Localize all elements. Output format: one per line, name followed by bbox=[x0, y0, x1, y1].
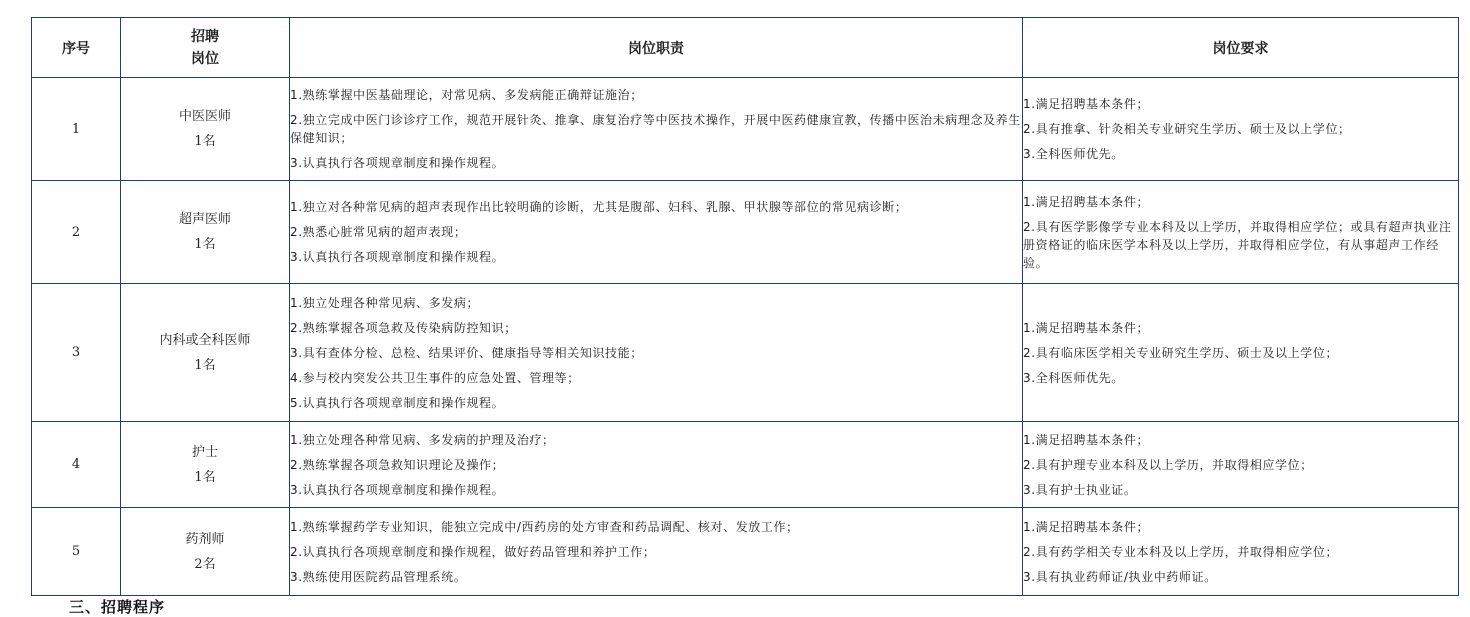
duties-cell bbox=[290, 508, 1023, 596]
duty-item: 2.熟练掌握各项急救知识理论及操作； bbox=[290, 457, 505, 472]
requirements-cell bbox=[1023, 508, 1459, 596]
table-header-row bbox=[32, 18, 1459, 78]
duties-cell bbox=[290, 78, 1023, 181]
post-name: 中医医师 bbox=[178, 109, 231, 124]
requirement-item: 1.满足招聘基本条件； bbox=[1023, 97, 1150, 111]
duty-item: 2.认真执行各项规章制度和操作规程，做好药品管理和养护工作； bbox=[290, 544, 656, 559]
table-row bbox=[32, 181, 1459, 284]
row-number: 2 bbox=[32, 181, 121, 284]
duties-cell bbox=[290, 181, 1023, 284]
requirement-item: 3.具有执业药师证/执业中药师证。 bbox=[1023, 569, 1217, 584]
row-number: 3 bbox=[32, 284, 121, 422]
requirement-item: 3.全科医师优先。 bbox=[1023, 370, 1124, 385]
requirement-item: 2.具有护理专业本科及以上学历，并取得相应学位； bbox=[1023, 457, 1313, 472]
post-count: 1名 bbox=[194, 357, 216, 373]
requirement-item: 1.满足招聘基本条件； bbox=[1023, 194, 1150, 209]
requirement-item: 2.具有推拿、针灸相关专业研究生学历、硕士及以上学位； bbox=[1023, 122, 1351, 136]
requirement-item: 2.具有医学影像学专业本科及以上学历，并取得相应学位；或具有超声执业注册资格证的临床医学本科及以上学历，并取得相应学位，有从事超声工作经验。 bbox=[1023, 219, 1452, 270]
header-post-line2: 岗位 bbox=[191, 50, 219, 67]
duty-item: 2.熟练掌握各项急救及传染病防控知识； bbox=[290, 320, 517, 335]
duty-item: 3.认真执行各项规章制度和操作规程。 bbox=[290, 156, 505, 170]
header-no: 序号 bbox=[32, 18, 121, 78]
section-heading: 三、招聘程序 bbox=[69, 598, 166, 616]
row-number: 1 bbox=[32, 78, 121, 181]
recruitment-table bbox=[31, 17, 1459, 596]
requirements-cell bbox=[1023, 181, 1459, 284]
requirement-item: 3.全科医师优先。 bbox=[1023, 147, 1124, 161]
post-name: 护士 bbox=[191, 444, 218, 460]
table-row bbox=[32, 508, 1459, 596]
post-cell bbox=[121, 78, 290, 181]
requirement-item: 2.具有临床医学相关专业研究生学历、硕士及以上学位； bbox=[1023, 345, 1339, 360]
requirement-item: 3.具有护士执业证。 bbox=[1023, 482, 1137, 497]
duty-item: 1.熟练掌握药学专业知识，能独立完成中/西药房的处方审查和药品调配、核对、发放工作； bbox=[290, 519, 799, 534]
requirement-item: 1.满足招聘基本条件； bbox=[1023, 519, 1150, 534]
row-number: 5 bbox=[32, 508, 121, 596]
header-post-line1: 招聘 bbox=[191, 28, 219, 45]
table-row bbox=[32, 422, 1459, 508]
duty-item: 4.参与校内突发公共卫生事件的应急处置、管理等； bbox=[290, 370, 580, 385]
requirements-cell bbox=[1023, 284, 1459, 422]
header-requirements: 岗位要求 bbox=[1023, 18, 1459, 78]
post-name: 内科或全科医师 bbox=[159, 332, 251, 348]
duty-item: 1.独立对各种常见病的超声表现作出比较明确的诊断，尤其是腹部、妇科、乳腺、甲状腺等部位的常见病诊断； bbox=[290, 200, 908, 214]
duty-item: 3.认真执行各项规章制度和操作规程。 bbox=[290, 250, 505, 264]
post-name: 超声医师 bbox=[178, 212, 231, 227]
post-count: 1名 bbox=[194, 237, 216, 252]
post-cell bbox=[121, 284, 290, 422]
post-cell bbox=[121, 422, 290, 508]
requirement-item: 1.满足招聘基本条件； bbox=[1023, 432, 1150, 447]
header-duties: 岗位职责 bbox=[290, 18, 1023, 78]
post-count: 1名 bbox=[194, 469, 216, 485]
row-number: 4 bbox=[32, 422, 121, 508]
duties-cell bbox=[290, 284, 1023, 422]
requirements-cell bbox=[1023, 422, 1459, 508]
requirements-cell bbox=[1023, 78, 1459, 181]
header-post bbox=[121, 18, 290, 78]
post-count: 1名 bbox=[194, 134, 216, 149]
duty-item: 2.独立完成中医门诊诊疗工作，规范开展针灸、推拿、康复治疗等中医技术操作，开展中医药健康宣教，传播中医治未病理念及养生保健知识； bbox=[290, 113, 1021, 145]
duty-item: 3.认真执行各项规章制度和操作规程。 bbox=[290, 482, 505, 497]
requirement-item: 2.具有药学相关专业本科及以上学历，并取得相应学位； bbox=[1023, 544, 1339, 559]
post-name: 药剂师 bbox=[185, 531, 225, 547]
duty-item: 3.熟练使用医院药品管理系统。 bbox=[290, 569, 467, 584]
table-row bbox=[32, 78, 1459, 181]
duty-item: 1.独立处理各种常见病、多发病的护理及治疗； bbox=[290, 432, 555, 447]
post-cell bbox=[121, 508, 290, 596]
duty-item: 5.认真执行各项规章制度和操作规程。 bbox=[290, 395, 505, 410]
table-body bbox=[32, 78, 1459, 596]
table-row bbox=[32, 284, 1459, 422]
duty-item: 3.具有查体分检、总检、结果评价、健康指导等相关知识技能； bbox=[290, 345, 643, 360]
post-count: 2名 bbox=[194, 556, 216, 572]
requirement-item: 1.满足招聘基本条件； bbox=[1023, 320, 1150, 335]
duty-item: 1.独立处理各种常见病、多发病； bbox=[290, 295, 480, 310]
duty-item: 2.熟悉心脏常见病的超声表现； bbox=[290, 225, 467, 239]
duties-cell bbox=[290, 422, 1023, 508]
duty-item: 1.熟练掌握中医基础理论，对常见病、多发病能正确辩证施治； bbox=[290, 88, 643, 102]
post-cell bbox=[121, 181, 290, 284]
